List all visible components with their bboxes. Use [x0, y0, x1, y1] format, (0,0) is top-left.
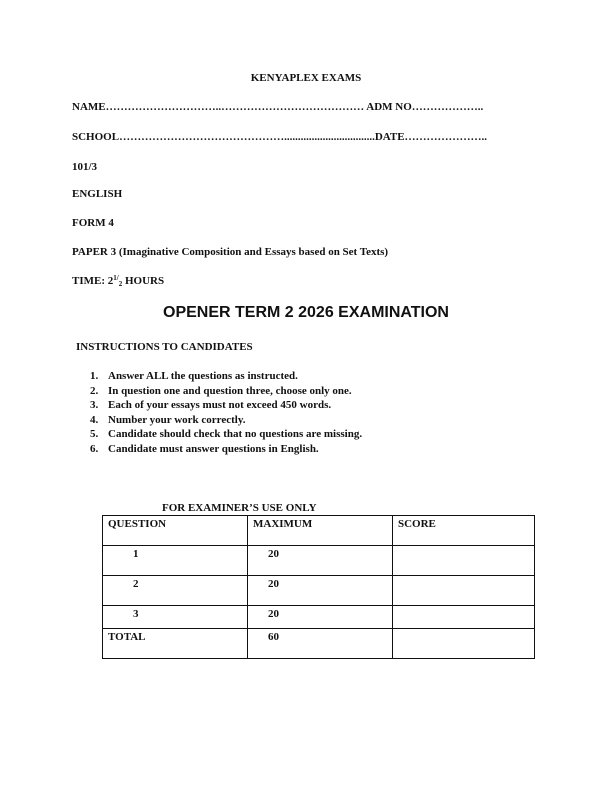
instructions-heading: INSTRUCTIONS TO CANDIDATES [76, 341, 253, 353]
item-number: 6. [90, 442, 99, 455]
time-suffix: HOURS [122, 275, 165, 287]
time-allowed [72, 274, 164, 288]
header-score: SCORE [393, 516, 535, 546]
maximum-cell: 20 [248, 576, 393, 606]
school-date-line[interactable]: SCHOOL……………………………………….................................DATE………………….. [72, 131, 488, 143]
score-cell[interactable] [393, 606, 535, 629]
item-text: Candidate must answer questions in English. [108, 442, 319, 455]
header-maximum: MAXIMUM [248, 516, 393, 546]
examiner-caption: FOR EXAMINER’S USE ONLY [162, 502, 317, 514]
question-cell: TOTAL [103, 629, 248, 659]
item-number: 4. [90, 413, 99, 426]
paper-title: PAPER 3 (Imaginative Composition and Essays based on Set Texts) [72, 246, 389, 258]
item-text: Each of your essays must not exceed 450 words. [108, 399, 332, 412]
instruction-item [90, 384, 362, 399]
instructions-list [90, 369, 362, 457]
time-prefix: TIME: 2 [72, 275, 114, 287]
instruction-item [90, 398, 362, 413]
name-adm-line[interactable]: NAME…………………………..………………………………… ADM NO……………….. [72, 101, 484, 113]
question-cell: 3 [103, 606, 248, 629]
instruction-item [90, 427, 362, 442]
score-cell[interactable] [393, 546, 535, 576]
exam-title: OPENER TERM 2 2026 EXAMINATION [163, 304, 449, 321]
question-cell: 2 [103, 576, 248, 606]
time-fraction-den: 2 [118, 280, 123, 288]
instruction-item [90, 442, 362, 457]
table-row [103, 546, 535, 576]
subject: ENGLISH [72, 188, 123, 200]
score-cell[interactable] [393, 576, 535, 606]
paper-code: 101/3 [72, 161, 98, 173]
table-header-row [103, 516, 535, 546]
question-cell: 1 [103, 546, 248, 576]
instruction-item [90, 369, 362, 384]
examiner-table [102, 515, 535, 659]
instruction-item [90, 413, 362, 428]
item-number: 1. [90, 370, 99, 382]
form: FORM 4 [72, 217, 114, 229]
time-fraction-num: 1/ [113, 274, 119, 282]
maximum-cell: 20 [248, 606, 393, 629]
table-row-total [103, 629, 535, 659]
maximum-cell: 20 [248, 546, 393, 576]
table-row [103, 606, 535, 629]
item-text: In question one and question three, choose only one. [108, 384, 352, 397]
item-text: Answer ALL the questions as instructed. [108, 370, 298, 382]
item-number: 2. [90, 384, 99, 397]
item-text: Candidate should check that no questions are missing. [108, 428, 363, 441]
maximum-cell: 60 [248, 629, 393, 659]
header-question: QUESTION [103, 516, 248, 546]
item-text: Number your work correctly. [108, 413, 246, 426]
item-number: 3. [90, 399, 99, 412]
table-row [103, 576, 535, 606]
org-name: KENYAPLEX EXAMS [250, 72, 362, 84]
item-number: 5. [90, 428, 99, 441]
score-cell[interactable] [393, 629, 535, 659]
